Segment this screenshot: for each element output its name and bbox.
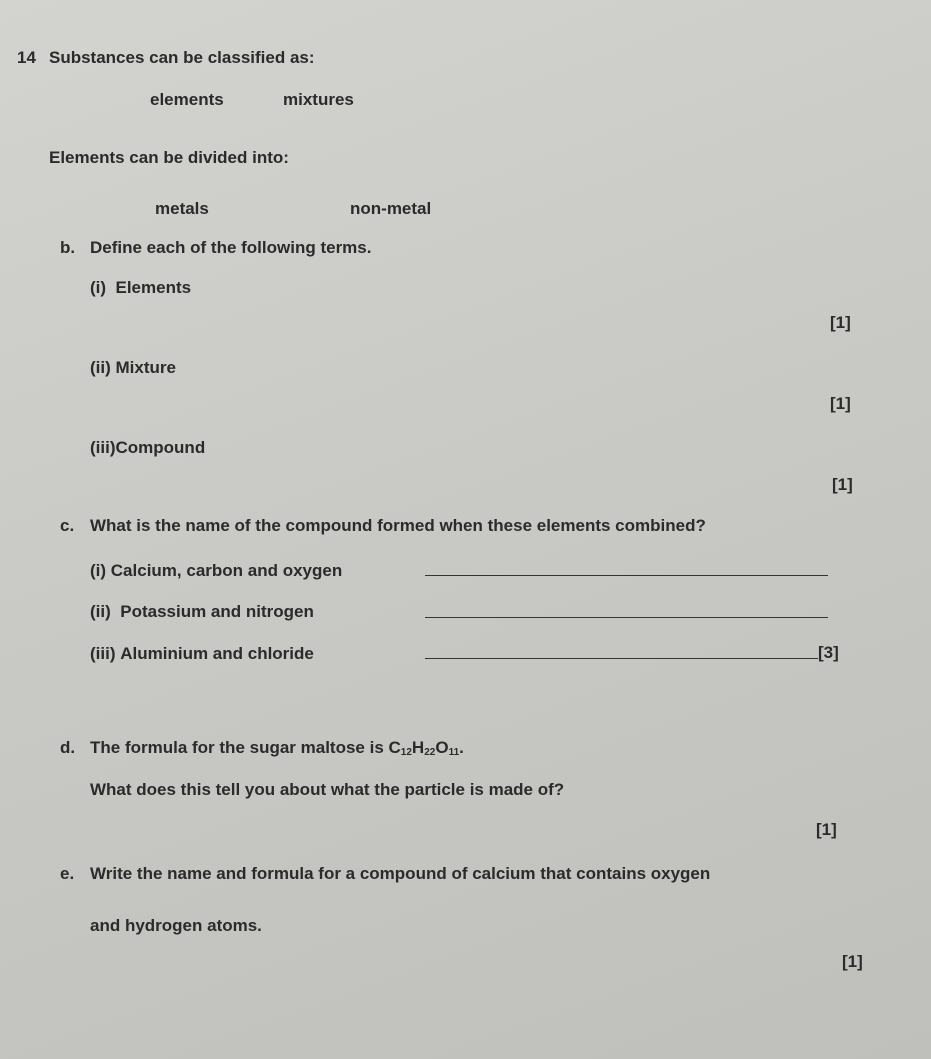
c-item-2 [90,602,314,622]
prompt-text: The formula for the sugar maltose is [90,738,384,757]
intro-text: Substances can be classified as: [49,48,315,67]
marks: [1] [830,394,851,413]
part-e-line1: Write the name and formula for a compound of calcium that contains oxygen [90,864,711,883]
c-item-1 [90,561,342,581]
part-e-label: e. [60,864,75,883]
item-label: (ii) [90,602,111,621]
marks: [1] [816,820,837,839]
marks: [3] [818,643,839,662]
class-elements: elements [150,90,224,109]
part-b-prompt: Define each of the following terms. [90,238,372,257]
answer-line[interactable] [425,658,818,659]
b-item-2 [90,358,176,378]
part-d-label: d. [60,738,76,757]
question-number: 14 [17,48,36,67]
class-mixtures: mixtures [283,90,354,109]
part-b-label: b. [60,238,76,257]
part-c-prompt: What is the name of the compound formed when these elements combined? [90,516,706,535]
part-e-line2: and hydrogen atoms. [90,916,262,935]
item-label: (ii) [90,358,111,377]
b-item-1 [90,278,191,298]
c-item-3 [90,644,314,664]
item-text: Aluminium and chloride [120,644,314,663]
item-text: Calcium, carbon and oxygen [110,561,343,580]
item-text: Potassium and nitrogen [120,602,314,621]
part-d-prompt [90,738,464,763]
item-label: (i) [90,561,107,580]
part-c-label: c. [60,516,75,535]
item-term: Elements [115,278,192,297]
marks: [1] [830,313,851,332]
division-non-metal: non-metal [350,199,432,218]
maltose-formula: $C_{12}H_{22}O_{11}$. [388,738,464,758]
marks: [1] [832,475,853,494]
item-term: Mixture [115,358,176,377]
answer-line[interactable] [425,575,828,576]
item-label: (iii) [90,644,116,663]
item-label: (i) [90,278,107,297]
marks: [1] [842,952,863,971]
item-term: Compound [115,438,206,457]
answer-line[interactable] [425,617,828,618]
b-item-3 [90,438,205,458]
part-d-question: What does this tell you about what the particle is made of? [90,780,565,799]
division-metals: metals [155,199,209,218]
divided-intro: Elements can be divided into: [49,148,289,167]
item-label: (iii) [90,438,116,457]
